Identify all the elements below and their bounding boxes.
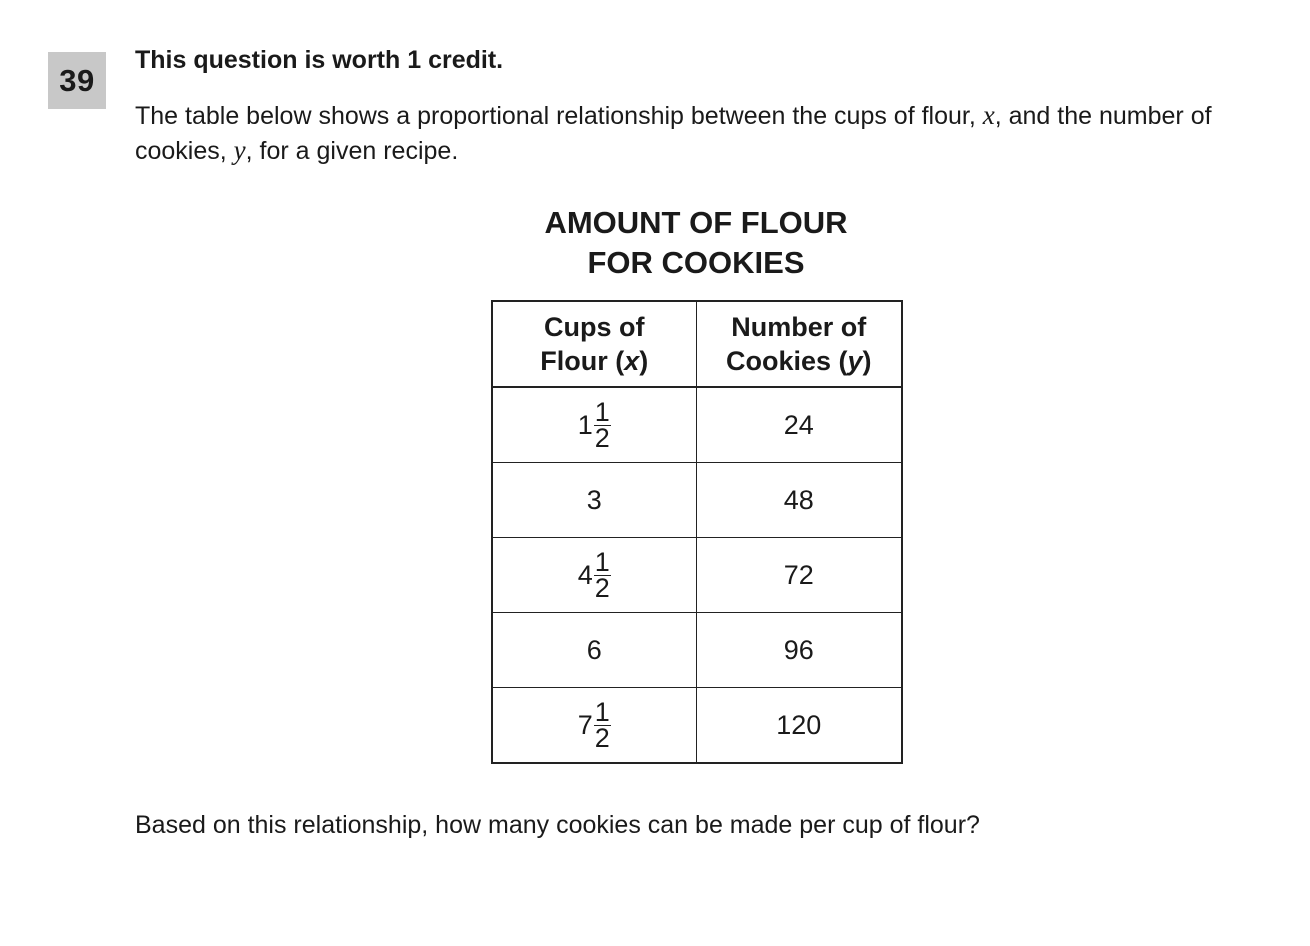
header-cups-line-2 [493,344,696,378]
header-cookies-line-1: Number of [731,312,867,342]
cookies-cell: 96 [696,613,902,688]
whole-part: 4 [577,559,593,590]
mixed-number [577,396,611,453]
header-cookies-pre: Cookies ( [725,346,848,376]
fraction-numerator: 1 [594,546,610,577]
flour-cell [492,688,696,764]
header-cookies-line-2 [697,344,902,378]
header-cookies-post: ) [862,346,872,376]
table-title-line-2: FOR COOKIES [587,245,805,280]
prompt-text-1: The table below shows a proportional relationship between the cups of flour, [135,102,983,130]
cookies-cell: 48 [696,463,902,538]
fraction-denominator: 2 [594,572,610,603]
header-cups-line-1: Cups of [544,312,645,342]
mixed-number [577,696,611,753]
table-title-line-1: AMOUNT OF FLOUR [544,205,848,240]
fraction [594,696,611,753]
header-cups-of-flour [492,301,696,387]
fraction-numerator: 1 [594,696,610,727]
table-header-row [492,301,902,387]
mixed-number [577,546,611,603]
flour-cell [492,538,696,613]
whole-part: 1 [577,409,593,440]
fraction-denominator: 2 [594,722,610,753]
fraction-numerator: 1 [594,396,610,427]
flour-cell [492,387,696,463]
cookies-cell: 72 [696,538,902,613]
table-row [492,688,902,764]
table-row [492,538,902,613]
header-cups-pre: Flour ( [540,346,625,376]
question-prompt [135,98,1255,168]
flour-cookies-table [491,300,903,764]
table-row [492,387,902,463]
header-cups-post: ) [639,346,649,376]
variable-y: y [233,135,246,165]
flour-cell: 6 [492,613,696,688]
fraction [594,546,611,603]
question-ask: Based on this relationship, how many cookies can be made per cup of flour? [135,811,980,839]
question-number-badge: 39 [48,52,106,109]
table-title [496,203,896,283]
credit-note: This question is worth 1 credit. [135,46,504,74]
whole-part: 7 [577,709,593,740]
table-row [492,463,902,538]
prompt-text-2: , and the number of cookies, [135,102,1212,165]
cookies-cell: 120 [696,688,902,764]
flour-cell: 3 [492,463,696,538]
prompt-text-3: , for a given recipe. [245,137,459,165]
header-cups-var: x [624,346,640,376]
header-number-of-cookies [696,301,902,387]
variable-x: x [982,100,995,130]
cookies-cell: 24 [696,387,902,463]
fraction [594,396,611,453]
fraction-denominator: 2 [594,422,610,453]
table-row [492,613,902,688]
header-cookies-var: y [847,346,863,376]
